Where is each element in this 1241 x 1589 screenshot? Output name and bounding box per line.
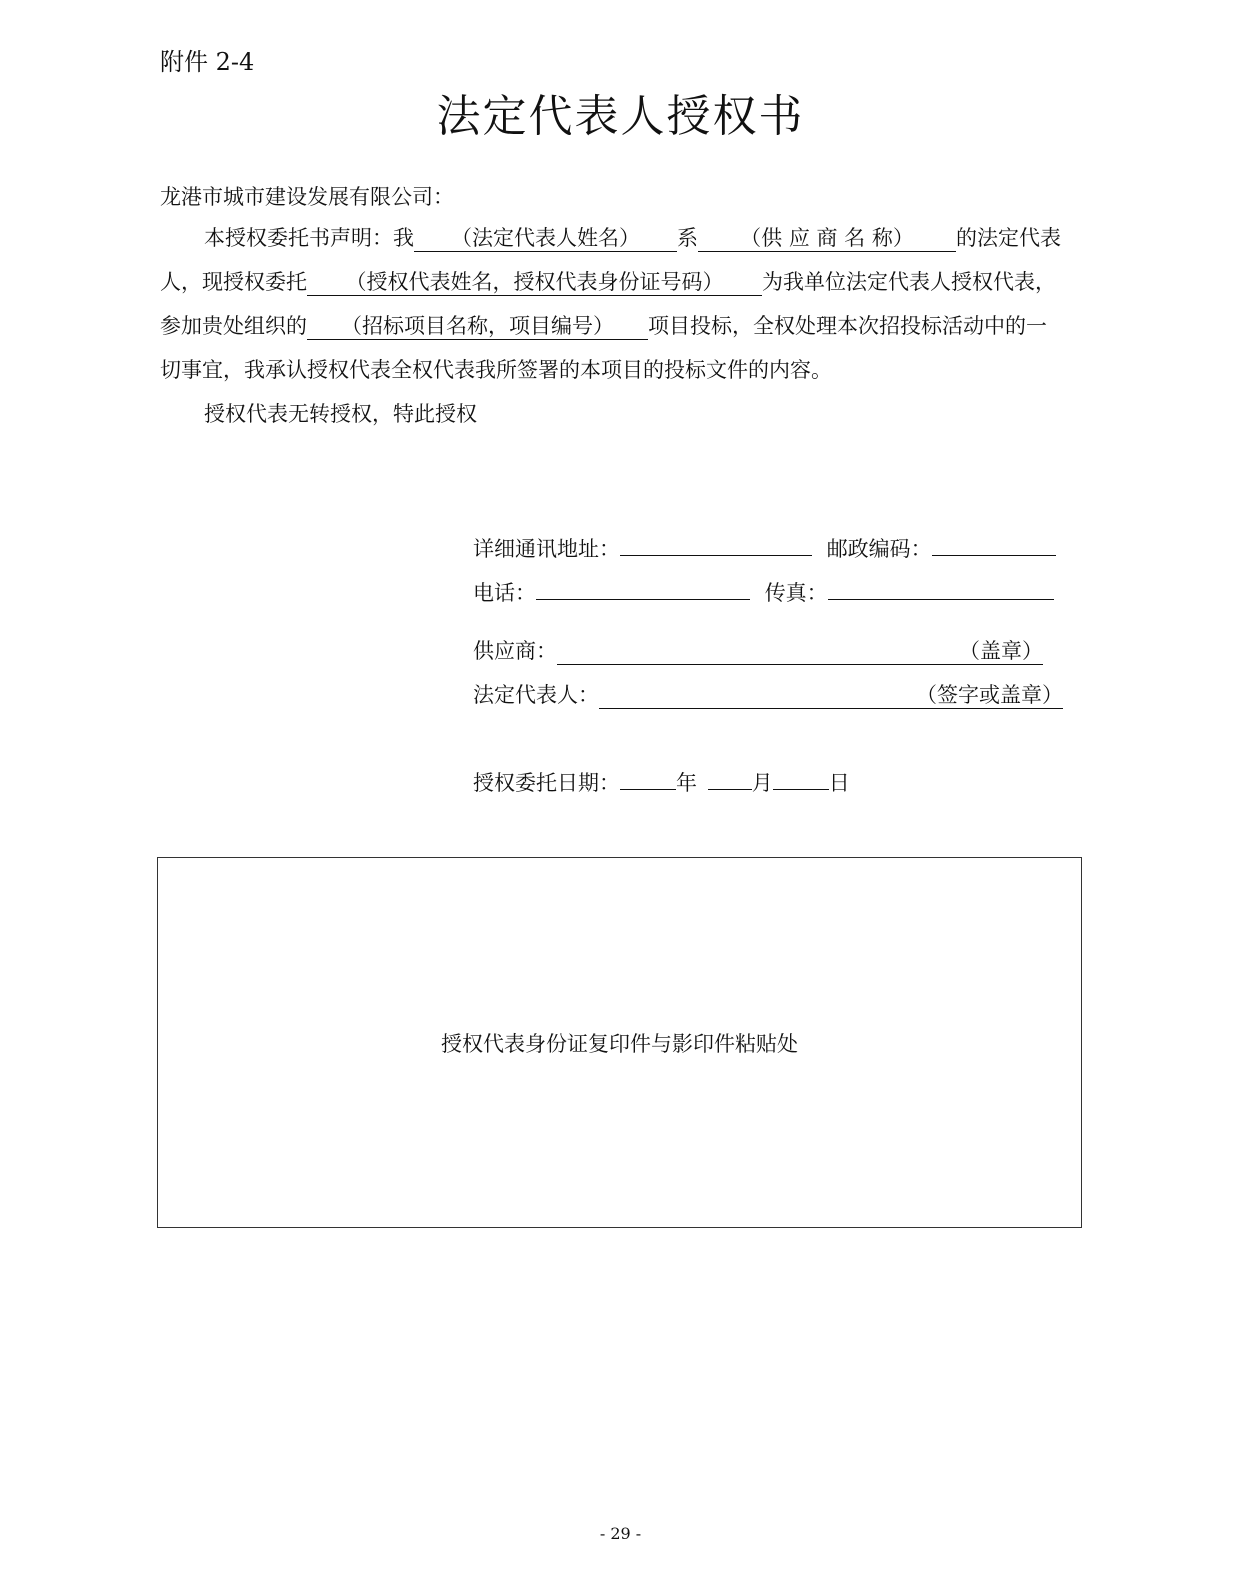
id-copy-paste-box bbox=[157, 857, 1082, 1228]
legal-rep-row bbox=[473, 679, 1063, 709]
legal-rep-seal: （签字或盖章） bbox=[916, 683, 1063, 707]
id-copy-paste-label: 授权代表身份证复印件与影印件粘贴处 bbox=[441, 1032, 798, 1056]
supplier-name-field: （供 应 商 名 称） bbox=[698, 225, 956, 252]
postcode-label: 邮政编码： bbox=[826, 537, 932, 561]
address-row bbox=[473, 533, 1056, 563]
fax-label: 传真： bbox=[764, 581, 828, 605]
paragraph-line-5: 授权代表无转授权，特此授权 bbox=[204, 402, 477, 426]
legal-rep-blank[interactable] bbox=[599, 682, 1063, 709]
p3-prefix: 参加贵处组织的 bbox=[160, 314, 307, 338]
legal-rep-label: 法定代表人： bbox=[473, 683, 599, 707]
p1-suffix: 的法定代表 bbox=[956, 226, 1061, 250]
project-field: （招标项目名称，项目编号） bbox=[307, 313, 648, 340]
p2-suffix: 为我单位法定代表人授权代表， bbox=[762, 270, 1056, 294]
supplier-seal: （盖章） bbox=[959, 639, 1043, 663]
p3-suffix: 项目投标，全权处理本次招投标活动中的一 bbox=[648, 314, 1047, 338]
day-label: 日 bbox=[828, 771, 850, 795]
month-label: 月 bbox=[751, 771, 773, 795]
addressee: 龙港市城市建设发展有限公司： bbox=[160, 185, 454, 209]
agent-field: （授权代表姓名，授权代表身份证号码） bbox=[307, 269, 762, 296]
date-label: 授权委托日期： bbox=[473, 771, 620, 795]
paragraph-line-4: 切事宜，我承认授权代表全权代表我所签署的本项目的投标文件的内容。 bbox=[160, 358, 832, 382]
annex-label: 附件 2-4 bbox=[160, 48, 255, 76]
supplier-label: 供应商： bbox=[473, 639, 557, 663]
phone-label: 电话： bbox=[473, 581, 536, 605]
supplier-blank[interactable] bbox=[557, 638, 1043, 665]
supplier-row bbox=[473, 635, 1043, 665]
p2-prefix: 人，现授权委托 bbox=[160, 270, 307, 294]
month-blank[interactable] bbox=[708, 769, 752, 790]
document-title: 法定代表人授权书 bbox=[436, 91, 805, 142]
year-blank[interactable] bbox=[620, 769, 676, 790]
postcode-blank[interactable] bbox=[932, 535, 1056, 556]
paragraph-line-1 bbox=[204, 216, 1061, 260]
rep-name-field: （法定代表人姓名） bbox=[414, 225, 677, 252]
day-blank[interactable] bbox=[773, 769, 829, 790]
phone-blank[interactable] bbox=[536, 579, 750, 600]
paragraph-line-3 bbox=[160, 304, 1047, 348]
address-blank[interactable] bbox=[620, 535, 812, 556]
p1-mid: 系 bbox=[677, 226, 698, 250]
year-label: 年 bbox=[676, 771, 697, 795]
p1-prefix: 本授权委托书声明：我 bbox=[204, 226, 414, 250]
phone-row bbox=[473, 577, 1054, 607]
date-row bbox=[473, 767, 850, 797]
page-number: - 29 - bbox=[599, 1524, 642, 1543]
paragraph-line-2 bbox=[160, 260, 1056, 304]
fax-blank[interactable] bbox=[828, 579, 1054, 600]
address-label: 详细通讯地址： bbox=[473, 537, 620, 561]
